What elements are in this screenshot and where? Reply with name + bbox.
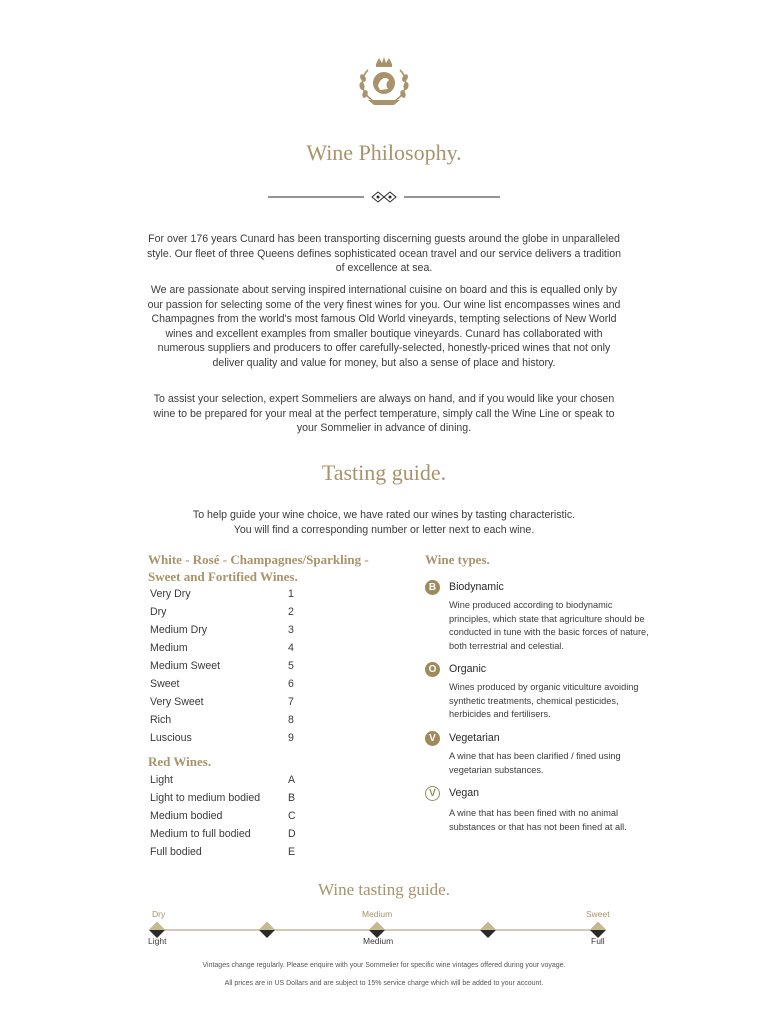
wine-tasting-guide-title: Wine tasting guide. <box>318 880 450 899</box>
wine-type-organic <box>425 662 655 722</box>
row-label: Medium Sweet <box>150 660 221 672</box>
scale-marker <box>259 922 275 938</box>
tasting-intro <box>146 508 622 537</box>
wine-type-biodynamic <box>425 580 655 652</box>
row-value: 8 <box>288 714 294 726</box>
row-label: Medium to full bodied <box>150 828 251 840</box>
white-row <box>150 711 300 729</box>
vegan-badge-icon: V <box>425 786 440 801</box>
page-title: Wine Philosophy. <box>306 140 462 165</box>
red-row <box>150 771 300 789</box>
white-row <box>150 585 300 603</box>
scale-label-medium-bottom: Medium <box>363 936 394 946</box>
row-value: 3 <box>288 624 294 636</box>
white-row <box>150 639 300 657</box>
row-label: Very Sweet <box>150 696 204 708</box>
vegetarian-badge-icon: V <box>425 731 440 746</box>
row-value: 9 <box>288 732 294 744</box>
white-row <box>150 603 300 621</box>
tasting-intro-line: You will find a corresponding number or letter next to each wine. <box>233 523 535 536</box>
scale-marker <box>480 922 496 938</box>
wine-type-name: Organic <box>449 663 487 675</box>
row-value: 4 <box>288 642 294 654</box>
red-row <box>150 789 300 807</box>
row-label: Medium Dry <box>150 624 208 636</box>
wine-type-vegan <box>425 786 655 846</box>
white-row <box>150 675 300 693</box>
wine-type-name: Vegan <box>449 787 480 799</box>
scale-label-dry: Dry <box>152 909 166 919</box>
wine-type-description: Wines produced by organic viticulture avoiding synthetic treatments, chemical pesticides, herbicides and fertilisers. <box>449 682 639 720</box>
cunard-crest-icon <box>354 56 414 108</box>
wine-type-name: Vegetarian <box>449 732 500 744</box>
white-row <box>150 621 300 639</box>
white-row <box>150 657 300 675</box>
row-label: Light to medium bodied <box>150 792 261 804</box>
wine-type-description: A wine that has been fined with no animal substances or that has not been fined at all. <box>449 808 627 832</box>
row-label: Medium bodied <box>150 810 223 822</box>
cuisine-paragraph: We are passionate about serving inspired international cuisine on board and this is equalled only by our passion for selecting some of the very finest wines for you. Our wine list encompasses wines and Champagnes from the world's most famous Old World vineyards, tempting selections of New World wines and excellent examples from smaller boutique vineyards. Cunard has collaborated with numerous suppliers and producers to offer carefully-selected, honestly-priced wines that not only deliver quality and value for money, but also a sense of place and history. <box>147 284 621 369</box>
row-value: B <box>288 792 296 804</box>
row-label: Light <box>150 774 173 786</box>
row-value: 7 <box>288 696 294 708</box>
wine-types-heading: Wine types. <box>425 552 490 567</box>
sommelier-paragraph: To assist your selection, expert Sommeliers are always on hand, and if you would like your chosen wine to be prepared for your meal at the perfect temperature, simply call the Wine Line or speak to your Sommelier in advance of dining. <box>153 393 615 435</box>
red-row <box>150 843 300 861</box>
wine-type-vegetarian <box>425 731 655 777</box>
white-row <box>150 729 300 747</box>
vintages-note: Vintages change regularly. Please enquire with your Sommelier for specific wine vintages offered during your voyage. <box>202 962 566 969</box>
row-label: Full bodied <box>150 846 202 858</box>
white-wines-heading: White - Rosé - Champagnes/Sparkling - Sweet and Fortified Wines. <box>148 552 369 584</box>
intro-paragraph: For over 176 years Cunard has been transporting discerning guests around the globe in unparalleled style. Our fleet of three Queens defines sophisticated ocean travel and our service delivers a tradition of excellence at sea. <box>146 233 622 275</box>
row-label: Sweet <box>150 678 180 690</box>
red-wines-heading: Red Wines. <box>148 754 212 769</box>
scale-label-full: Full <box>591 936 605 946</box>
wine-type-description: A wine that has been clarified / fined using vegetarian substances. <box>449 751 621 775</box>
scale-label-sweet: Sweet <box>586 909 610 919</box>
row-label: Dry <box>150 606 167 618</box>
row-value: 1 <box>288 588 294 600</box>
wine-type-name: Biodynamic <box>449 581 504 593</box>
double-diamond-divider-icon <box>268 190 500 204</box>
row-value: 5 <box>288 660 294 672</box>
row-label: Medium <box>150 642 188 654</box>
row-value: A <box>288 774 296 786</box>
red-row <box>150 807 300 825</box>
white-row <box>150 693 300 711</box>
tasting-intro-line: To help guide your wine choice, we have rated our wines by tasting characteristic. <box>192 509 576 521</box>
row-value: 6 <box>288 678 294 690</box>
row-label: Very Dry <box>150 588 191 600</box>
row-value: E <box>288 846 296 858</box>
prices-note: All prices are in US Dollars and are subject to 15% service charge which will be added to your account. <box>224 980 544 987</box>
red-row <box>150 825 300 843</box>
row-value: 2 <box>288 606 294 618</box>
scale-label-medium-top: Medium <box>362 909 393 919</box>
tasting-guide-title: Tasting guide. <box>321 460 447 485</box>
row-label: Rich <box>150 714 172 726</box>
organic-badge-icon: O <box>425 662 440 677</box>
scale-label-light: Light <box>148 936 167 946</box>
row-label: Luscious <box>150 732 192 744</box>
row-value: D <box>288 828 296 840</box>
biodynamic-badge-icon: B <box>425 580 440 595</box>
row-value: C <box>288 810 296 822</box>
wine-type-description: Wine produced according to biodynamic principles, which state that agriculture should be conducted in tune with the basic forces of nature, both terrestrial and celestial. <box>449 600 649 651</box>
